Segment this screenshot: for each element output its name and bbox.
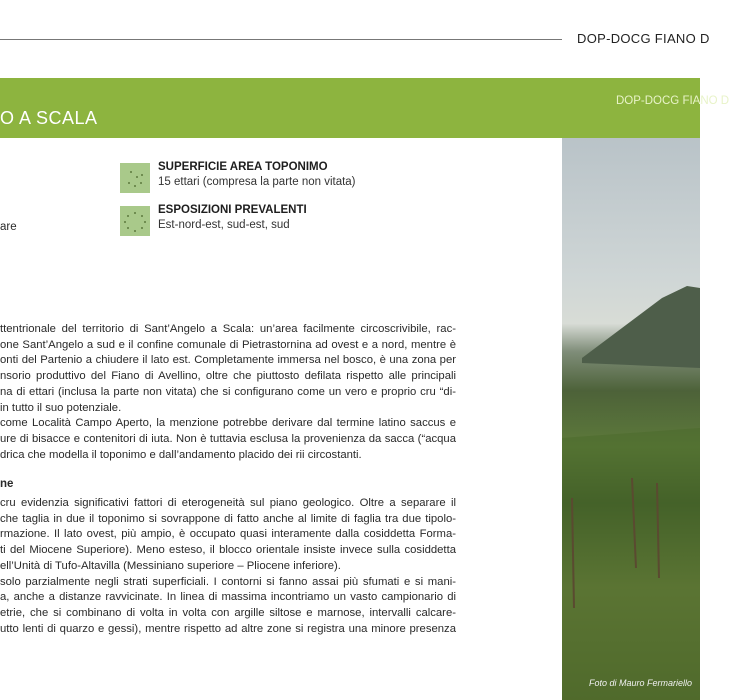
text-line: utto lenti di quarzo e gessi), mentre rispetto ad altre zone si registra una minore presenza xyxy=(0,622,456,635)
info-label: SUPERFICIE AREA TOPONIMO xyxy=(158,161,328,173)
info-label: ESPOSIZIONI PREVALENTI xyxy=(158,204,307,216)
text-line: drica che modella il toponimo e dall’andamento placido dei rii circostanti. xyxy=(0,448,362,461)
text-line: na di ettari (inclusa la parte non vitata) che si configurano come un vero e proprio cru “di- xyxy=(0,385,456,398)
info-value: Est-nord-est, sud-est, sud xyxy=(158,219,290,231)
text-line: etrie, che si combinano di volta in volta con argille siltose e marnose, intervalli calcare- xyxy=(0,606,456,619)
running-head: DOP-DOCG FIANO D xyxy=(577,31,710,46)
body-text-1 xyxy=(0,322,456,463)
text-line: ti del Miocene Superiore). Meno esteso, il blocco orientale insiste invece sulla cosiddetta xyxy=(0,544,456,557)
section-heading: ne xyxy=(0,478,14,490)
body-text-2 xyxy=(0,496,456,637)
text-line: che taglia in due il toponimo si sovrappone di fatto anche al limite di faglia tra due tipolo- xyxy=(0,512,456,525)
text-line: one Sant’Angelo a sud e il confine comunale di Pietrastornina ad ovest e a nord, mentre è xyxy=(0,338,456,351)
compass-dots-icon xyxy=(120,206,150,236)
text-line: nsorio produttivo del Fiano di Avellino, oltre che piuttosto defilata rispetto alle principali xyxy=(0,370,456,383)
text-line: ell’Unità di Tufo-Altavilla (Messiniano superiore – Pliocene inferiore). xyxy=(0,559,341,572)
text-line: ttentrionale del territorio di Sant’Angelo a Scala: un’area facilmente circoscrivibile, rac- xyxy=(0,323,456,335)
text-line: a, anche a distanze ravvicinate. In linea di massima incontriamo un vasto campionario di xyxy=(0,591,456,604)
title-band xyxy=(0,78,700,138)
text-line: come Località Campo Aperto, la menzione potrebbe derivare dal termine latino saccus e xyxy=(0,417,456,430)
area-dots-icon xyxy=(120,163,150,193)
mountain-shape xyxy=(562,138,700,700)
page-title: O A SCALA xyxy=(0,108,98,128)
text-line: cru evidenzia significativi fattori di eterogeneità sul piano geologico. Oltre a separare il xyxy=(0,497,456,509)
info-value: 15 ettari (compresa la parte non vitata) xyxy=(158,176,356,188)
band-subtitle: DOP-DOCG FIANO D xyxy=(616,95,729,107)
text-line: ure di bisacce e contenitori di iuta. Non è tuttavia esclusa la provenienza da sacca (“acqua xyxy=(0,432,456,445)
photo-credit: Foto di Mauro Fermariello xyxy=(588,678,692,688)
info-area xyxy=(120,163,356,193)
info-exposure xyxy=(120,206,307,236)
text-line: in tutto il suo potenziale. xyxy=(0,401,122,414)
cut-text: are xyxy=(0,221,17,233)
text-line: rmazione. Il lato ovest, più ampio, è occupato quasi interamente dalla cosiddetta Forma- xyxy=(0,528,456,541)
text-line: onti del Partenio a chiudere il lato est. Completamente immersa nel bosco, è una zona per xyxy=(0,354,456,367)
vineyard-photo xyxy=(562,138,700,700)
header-rule xyxy=(0,39,562,40)
text-line: solo parzialmente negli strati superficiali. I contorni si fanno assai più sfumati e si mani- xyxy=(0,575,456,588)
